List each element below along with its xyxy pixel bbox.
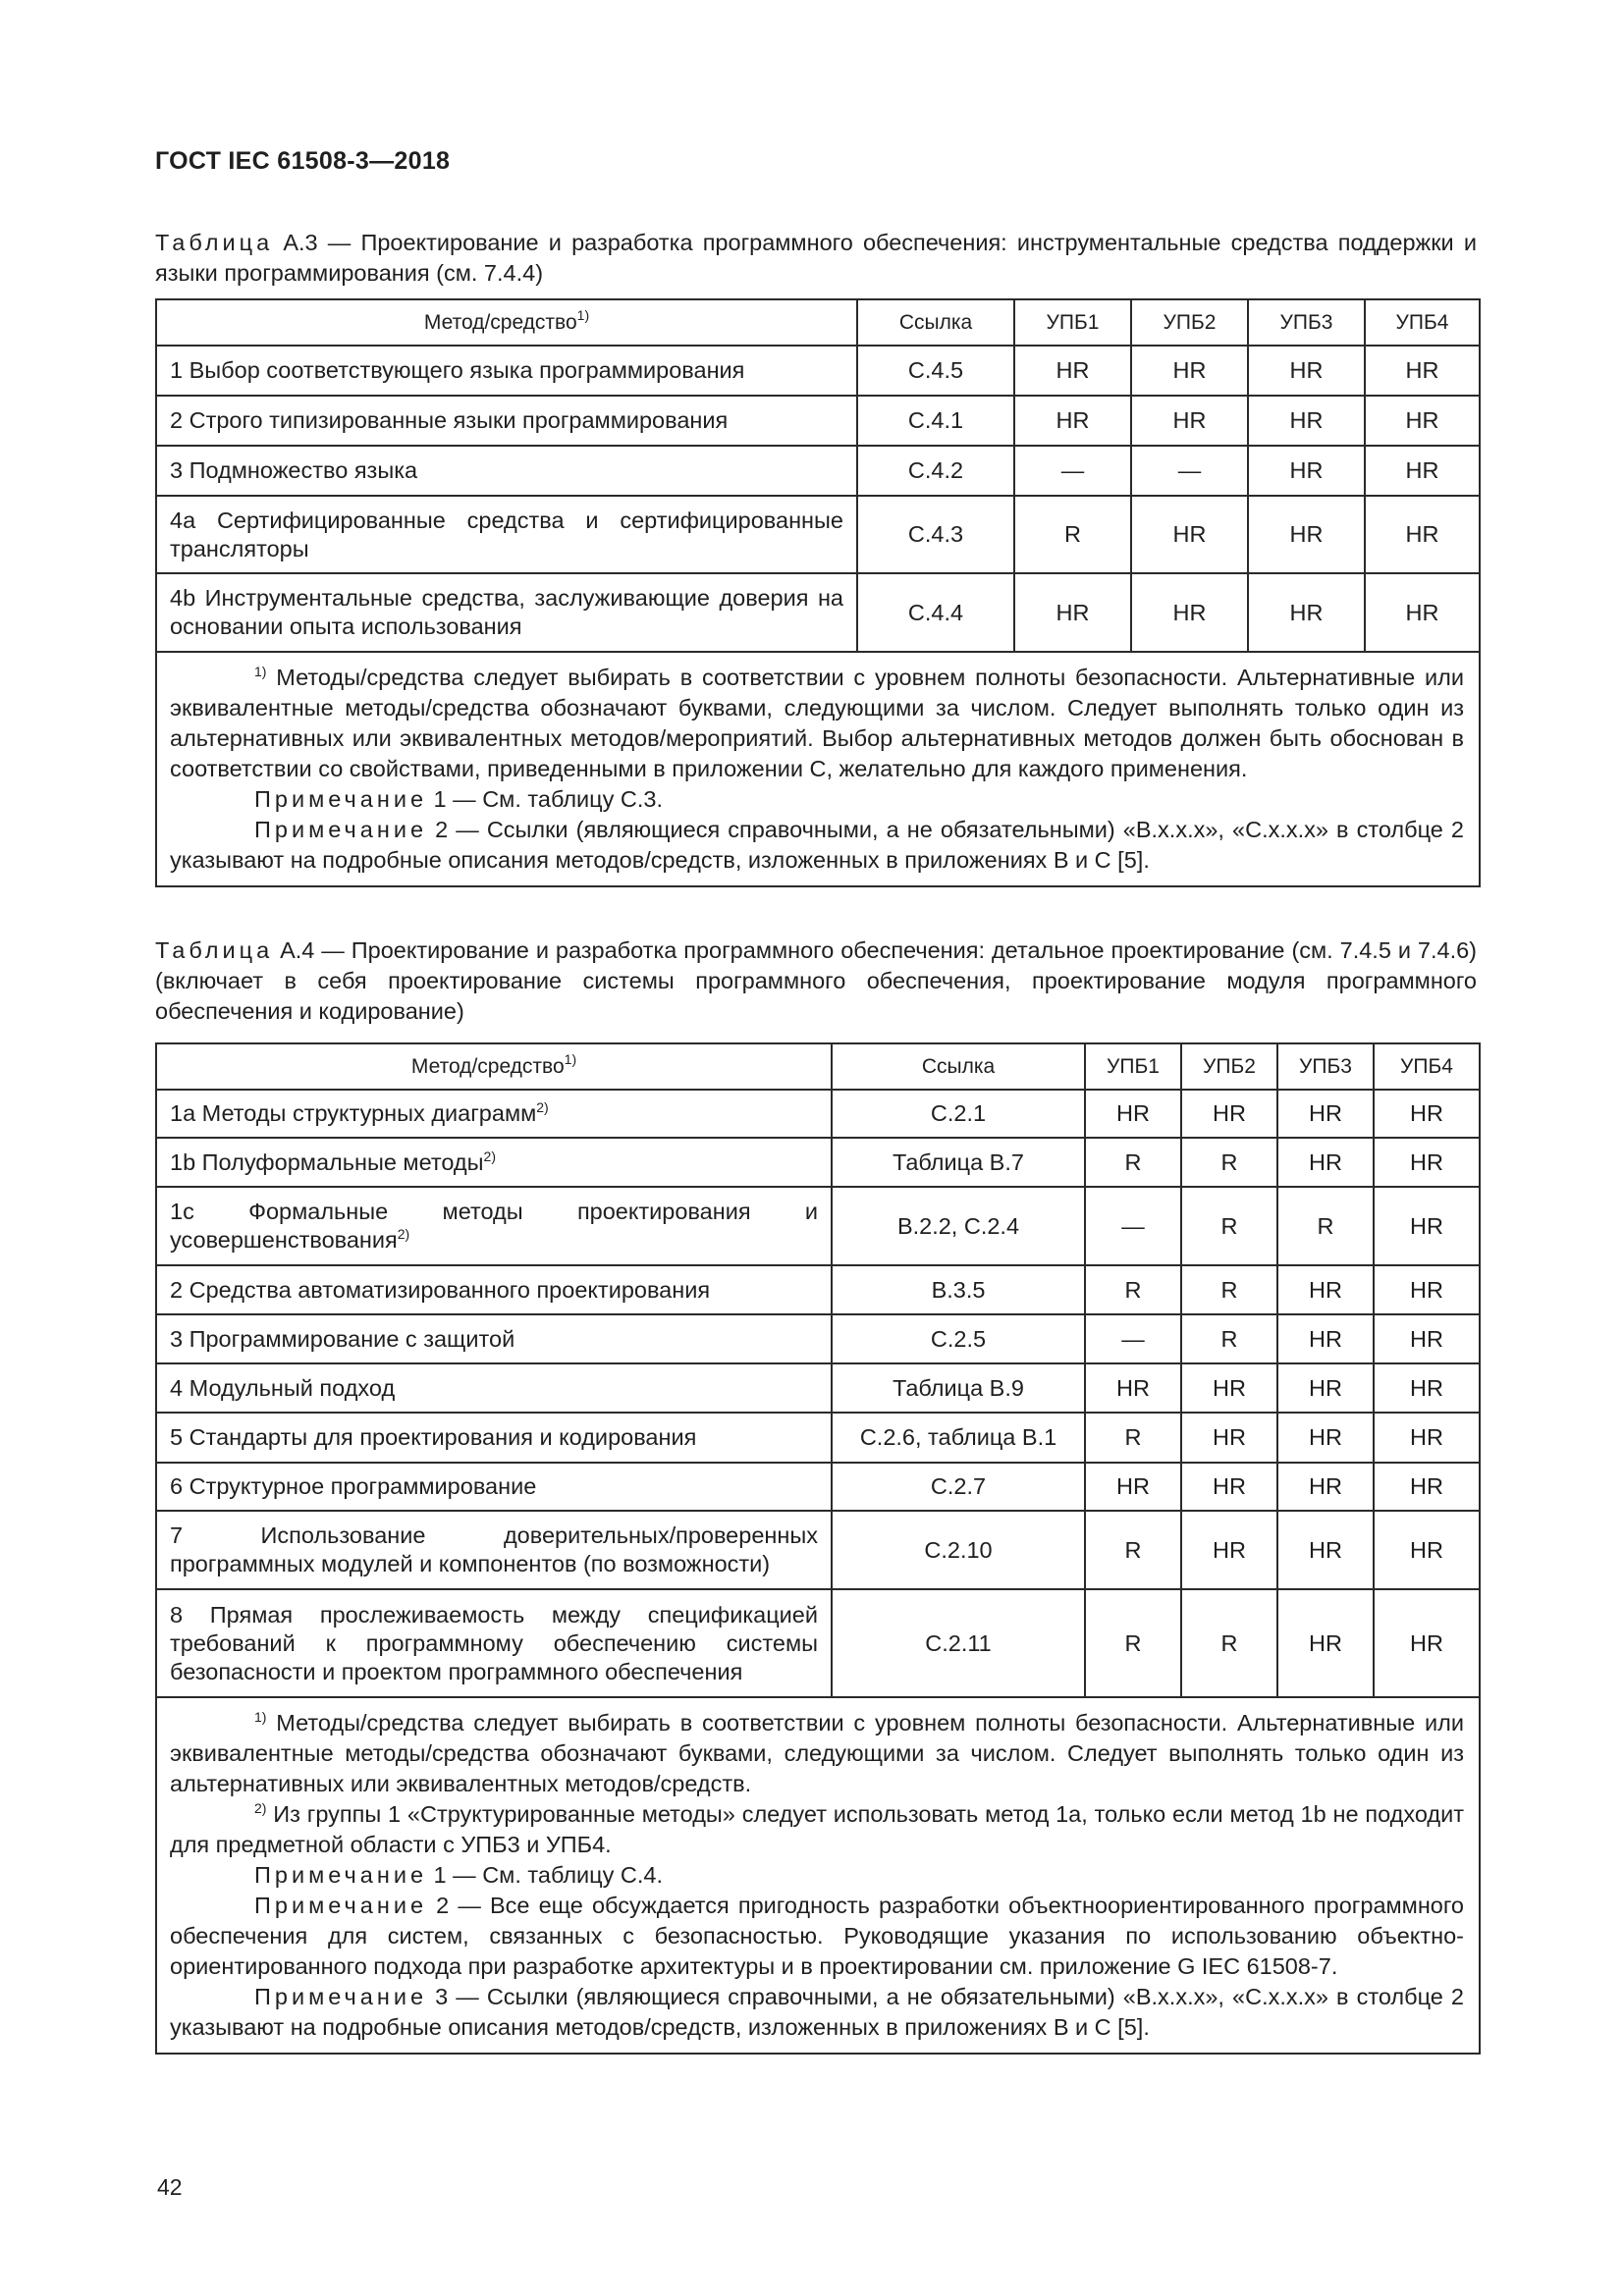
cell-ref: С.2.6, таблица В.1 [832,1413,1085,1463]
cell-sil3: HR [1277,1090,1374,1138]
cell-ref: В.3.5 [832,1265,1085,1314]
cell-sil3: HR [1277,1314,1374,1363]
cell-ref: С.4.3 [857,496,1014,573]
cell-sil2: R [1181,1138,1277,1187]
cell-sil3: HR [1277,1265,1374,1314]
note-2: Примечание 2 — Ссылки (являющиеся справочными, а не обязательными) «В.х.х.х», «С.х.х.х» в столбце 2 указывают на подробные описания методов/средств, изложенных в приложениях В и С [5]. [170,817,1464,873]
table-row [156,1090,1480,1138]
cell-sil3: HR [1248,573,1365,652]
cell-sil3: HR [1248,496,1365,573]
cell-sil2: HR [1181,1511,1277,1589]
cell-sil4: HR [1365,496,1480,573]
cell-sil1: — [1085,1314,1181,1363]
footnote-ref: 1) [576,307,590,323]
cell-sil1: HR [1014,396,1131,446]
table-row [156,1187,1480,1265]
col-header-sil1: УПБ1 [1085,1043,1181,1090]
table-row [156,1314,1480,1363]
cell-sil1: — [1014,446,1131,496]
cell-method: 3 Программирование с защитой [156,1314,832,1363]
cell-sil2: HR [1131,346,1248,396]
cell-sil3: HR [1277,1138,1374,1187]
table-a4 [155,1042,1481,2055]
document-header: ГОСТ IEC 61508-3—2018 [155,147,451,175]
cell-sil4: HR [1365,346,1480,396]
cell-sil4: HR [1374,1463,1480,1511]
cell-sil4: HR [1374,1511,1480,1589]
cell-sil1: HR [1085,1463,1181,1511]
table-header-row [156,299,1480,346]
cell-sil3: R [1277,1187,1374,1265]
table-notes [156,652,1480,886]
table-row [156,1363,1480,1413]
page-number: 42 [157,2174,183,2200]
cell-method: 6 Структурное программирование [156,1463,832,1511]
footnote-1: $^{1)}$ Методы/средства следует выбирать в соответствии с уровнем полноты безопасности. Альтернативные или эквивалентные методы/средства обозначают буквами, следующими за числом. Следует выполнять только один из альтернативных или эквивалентных методов/средств. [170,1709,1464,1796]
cell-sil3: HR [1277,1463,1374,1511]
footnote-ref: 2) [483,1148,496,1164]
cell-sil2: HR [1131,496,1248,573]
note-1: Примечание 1 — См. таблицу С.4. [254,1862,664,1888]
footnote-2: $^{2)}$ Из группы 1 «Структурированные методы» следует использовать метод 1а, только если метод 1b не подходит для предметной области с УПБ3 и УПБ4. [170,1800,1464,1857]
cell-ref: С.4.5 [857,346,1014,396]
cell-sil3: HR [1277,1363,1374,1413]
cell-sil2: HR [1181,1463,1277,1511]
table-notes-row [156,652,1480,886]
cell-sil4: HR [1374,1589,1480,1697]
col-header-method: Метод/средство$^{1)}$ [156,1043,832,1090]
cell-method: 4b Инструментальные средства, заслуживающие доверия на основании опыта использования [156,573,857,652]
cell-ref: С.4.2 [857,446,1014,496]
cell-sil1: R [1085,1511,1181,1589]
col-header-sil2: УПБ2 [1181,1043,1277,1090]
cell-sil2: R [1181,1589,1277,1697]
cell-ref: С.4.4 [857,573,1014,652]
cell-method: 1c Формальные методы проектирования и усовершенствования$^{2)}$ [156,1187,832,1265]
cell-method: 4 Модульный подход [156,1363,832,1413]
cell-sil4: HR [1374,1265,1480,1314]
caption-text: А.3 — Проектирование и разработка программного обеспечения: инструментальные средства поддержки и языки программирования (см. 7.4.4) [155,230,1477,286]
cell-ref: Таблица В.7 [832,1138,1085,1187]
cell-ref: С.2.11 [832,1589,1085,1697]
cell-ref: С.2.1 [832,1090,1085,1138]
cell-ref: С.2.7 [832,1463,1085,1511]
col-header-sil1: УПБ1 [1014,299,1131,346]
cell-method: 8 Прямая прослеживаемость между спецификацией требований к программному обеспечению системы безопасности и проектом программного обеспечения [156,1589,832,1697]
cell-method: 2 Средства автоматизированного проектирования [156,1265,832,1314]
cell-method: 1b Полуформальные методы$^{2)}$ [156,1138,832,1187]
table-row [156,446,1480,496]
table-notes-row [156,1697,1480,2054]
cell-sil1: R [1085,1138,1181,1187]
cell-sil3: HR [1248,446,1365,496]
cell-sil4: HR [1374,1413,1480,1463]
cell-sil1: R [1085,1265,1181,1314]
cell-sil4: HR [1365,573,1480,652]
table-header-row [156,1043,1480,1090]
cell-ref: С.2.5 [832,1314,1085,1363]
cell-sil2: HR [1181,1413,1277,1463]
table-row [156,1511,1480,1589]
cell-sil2: HR [1131,396,1248,446]
cell-sil1: HR [1085,1090,1181,1138]
cell-method: 2 Строго типизированные языки программирования [156,396,857,446]
cell-sil2: HR [1131,573,1248,652]
cell-sil4: HR [1374,1363,1480,1413]
cell-sil4: HR [1365,396,1480,446]
cell-sil3: HR [1277,1589,1374,1697]
cell-sil3: HR [1248,346,1365,396]
col-header-sil4: УПБ4 [1374,1043,1480,1090]
table-row [156,1413,1480,1463]
cell-sil3: HR [1277,1413,1374,1463]
cell-method: 3 Подмножество языка [156,446,857,496]
col-header-sil4: УПБ4 [1365,299,1480,346]
cell-ref: С.2.10 [832,1511,1085,1589]
cell-sil1: R [1085,1413,1181,1463]
cell-ref: Таблица В.9 [832,1363,1085,1413]
col-header-sil3: УПБ3 [1248,299,1365,346]
cell-method: 7 Использование доверительных/проверенных программных модулей и компонентов (по возможности) [156,1511,832,1589]
table-row [156,496,1480,573]
cell-sil1: HR [1085,1363,1181,1413]
cell-sil4: HR [1374,1138,1480,1187]
col-header-ref: Ссылка [832,1043,1085,1090]
cell-sil1: — [1085,1187,1181,1265]
note-2: Примечание 2 — Все еще обсуждается пригодность разработки объектноориентированного программного обеспечения для систем, связанных с безопасностью. Руководящие указания по использованию объектно-ориентированного подхода при разработке архитектуры и в проектировании см. приложение G IEC 61508-7. [170,1893,1464,1979]
footnote-1: $^{1)}$ Методы/средства следует выбирать в соответствии с уровнем полноты безопасности. Альтернативные или эквивалентные методы/средства обозначают буквами, следующими за числом. Следует выполнять только один из альтернативных или эквивалентных методов/мероприятий. Выбор альтернативных методов должен быть обоснован в соответствии со свойствами, приведенными в приложении С, желательно для каждого применения. [170,664,1464,781]
col-header-sil3: УПБ3 [1277,1043,1374,1090]
cell-method: 1а Методы структурных диаграмм$^{2)}$ [156,1090,832,1138]
cell-sil4: HR [1365,446,1480,496]
table-row [156,1138,1480,1187]
cell-sil2: HR [1181,1363,1277,1413]
table-row [156,1265,1480,1314]
cell-ref: С.4.1 [857,396,1014,446]
cell-sil1: R [1085,1589,1181,1697]
table-row [156,396,1480,446]
table-row [156,346,1480,396]
note-3: Примечание 3 — Ссылки (являющиеся справочными, а не обязательными) «В.х.х.х», «С.х.х.х» в столбце 2 указывают на подробные описания методов/средств, изложенных в приложениях В и С [5]. [170,1984,1464,2040]
caption-label: Таблица [155,230,274,255]
cell-sil4: HR [1374,1090,1480,1138]
footnote-ref: 1) [564,1051,577,1067]
footnote-ref: 2) [536,1099,549,1115]
col-header-sil2: УПБ2 [1131,299,1248,346]
table-notes [156,1697,1480,2054]
cell-ref: В.2.2, С.2.4 [832,1187,1085,1265]
col-header-ref: Ссылка [857,299,1014,346]
cell-sil2: — [1131,446,1248,496]
cell-sil2: R [1181,1265,1277,1314]
table-row [156,1589,1480,1697]
table-a3 [155,298,1481,887]
cell-sil2: R [1181,1314,1277,1363]
table-a3-caption [155,228,1477,289]
table-row [156,573,1480,652]
footnote-ref: 2) [397,1226,410,1242]
cell-sil1: HR [1014,346,1131,396]
cell-sil2: HR [1181,1090,1277,1138]
table-row [156,1463,1480,1511]
table-a4-caption [155,935,1477,1027]
note-1: Примечание 1 — См. таблицу С.3. [254,786,664,812]
caption-label: Таблица [155,937,274,963]
cell-sil3: HR [1277,1511,1374,1589]
cell-method: 1 Выбор соответствующего языка программирования [156,346,857,396]
cell-method: 4а Сертифицированные средства и сертифицированные трансляторы [156,496,857,573]
cell-method: 5 Стандарты для проектирования и кодирования [156,1413,832,1463]
cell-sil3: HR [1248,396,1365,446]
cell-sil4: HR [1374,1314,1480,1363]
cell-sil1: R [1014,496,1131,573]
cell-sil1: HR [1014,573,1131,652]
caption-text: А.4 — Проектирование и разработка программного обеспечения: детальное проектирование (см. 7.4.5 и 7.4.6) (включает в себя проектирование системы программного обеспечения, проектирование модуля программного обеспечения и кодирование) [155,937,1477,1024]
col-header-method: Метод/средство$^{1)}$ [156,299,857,346]
cell-sil4: HR [1374,1187,1480,1265]
cell-sil2: R [1181,1187,1277,1265]
